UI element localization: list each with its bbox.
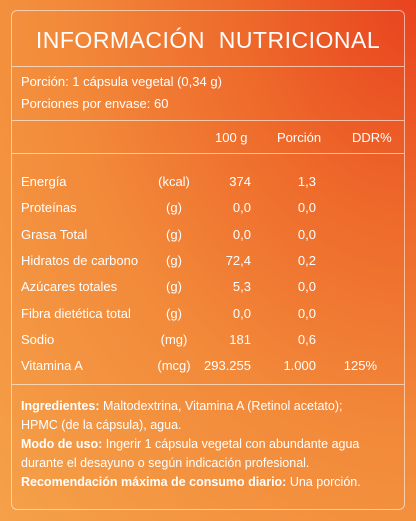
value-per-portion: 0,0 <box>297 305 316 321</box>
table-row <box>0 306 416 332</box>
nutrient-unit: (kcal) <box>158 174 190 189</box>
value-per-portion: 1,3 <box>297 174 316 189</box>
value-per-portion: 0,0 <box>297 226 316 242</box>
nutrient-unit: (g) <box>166 226 182 242</box>
nutrient-name: Hidratos de carbono <box>21 252 139 268</box>
nutrient-name: Azúcares totales <box>21 279 118 295</box>
table-row <box>0 279 416 305</box>
value-per-100g: 181 <box>229 331 251 347</box>
nutrient-unit: (mcg) <box>157 358 191 374</box>
column-header-portion: Porción <box>277 130 322 145</box>
nutrient-unit: (g) <box>166 252 182 268</box>
value-per-100g: 0,0 <box>232 305 251 321</box>
usage-label: Modo de uso: <box>21 437 103 451</box>
value-per-100g: 0,0 <box>232 226 251 242</box>
value-per-100g: 374 <box>229 174 251 189</box>
ingredients-text <box>21 397 401 492</box>
ingredients-list: Maltodextrina, Vitamina A (Retinol acetato); <box>99 399 343 413</box>
table-row <box>0 174 416 200</box>
table-row <box>0 227 416 253</box>
nutrient-name: Grasa Total <box>21 226 88 242</box>
value-per-100g: 5,3 <box>232 279 251 295</box>
nutrient-unit: (mg) <box>160 331 188 347</box>
table-row <box>0 200 416 226</box>
usage-text-cont: durante el desayuno o según indicación profesional. <box>21 456 310 470</box>
value-per-portion: 0,0 <box>297 200 316 216</box>
divider <box>12 384 404 385</box>
max-intake-text: Una porción. <box>286 475 361 489</box>
nutrient-unit: (g) <box>166 305 182 321</box>
page-title: INFORMACIÓN NUTRICIONAL <box>35 27 381 53</box>
nutrient-name: Fibra dietética total <box>21 305 131 321</box>
ingredients-list-cont: HPMC (de la cápsula), agua. <box>21 418 182 432</box>
nutrient-name: Proteínas <box>21 200 77 216</box>
ingredients-label: Ingredientes: <box>21 399 100 413</box>
nutrient-name: Energía <box>21 174 67 189</box>
value-ddr: 125% <box>343 358 377 374</box>
servings-per-container: Porciones por envase: 60 <box>21 96 169 111</box>
table-row <box>0 332 416 358</box>
value-per-100g: 293.255 <box>204 358 251 374</box>
column-header-ddr: DDR% <box>352 130 392 145</box>
divider <box>12 120 404 121</box>
nutrient-unit: (g) <box>166 200 182 216</box>
nutrient-name: Vitamina A <box>21 358 83 374</box>
value-per-portion: 0,2 <box>297 252 316 268</box>
divider <box>12 153 404 154</box>
value-per-100g: 72,4 <box>225 252 251 268</box>
table-row <box>0 253 416 279</box>
value-per-portion: 0,0 <box>297 279 316 295</box>
value-per-100g: 0,0 <box>232 200 251 216</box>
usage-text: Ingerir 1 cápsula vegetal con abundante agua <box>102 437 360 451</box>
max-intake-label: Recomendación máxima de consumo diario: <box>21 475 287 489</box>
divider <box>12 66 404 67</box>
value-per-portion: 1.000 <box>283 358 316 374</box>
table-row <box>0 358 416 384</box>
value-per-portion: 0,6 <box>297 331 316 347</box>
serving-size: Porción: 1 cápsula vegetal (0,34 g) <box>21 74 222 89</box>
column-header-100g: 100 g <box>215 130 248 145</box>
nutrient-name: Sodio <box>21 331 55 347</box>
nutrient-unit: (g) <box>166 279 182 295</box>
